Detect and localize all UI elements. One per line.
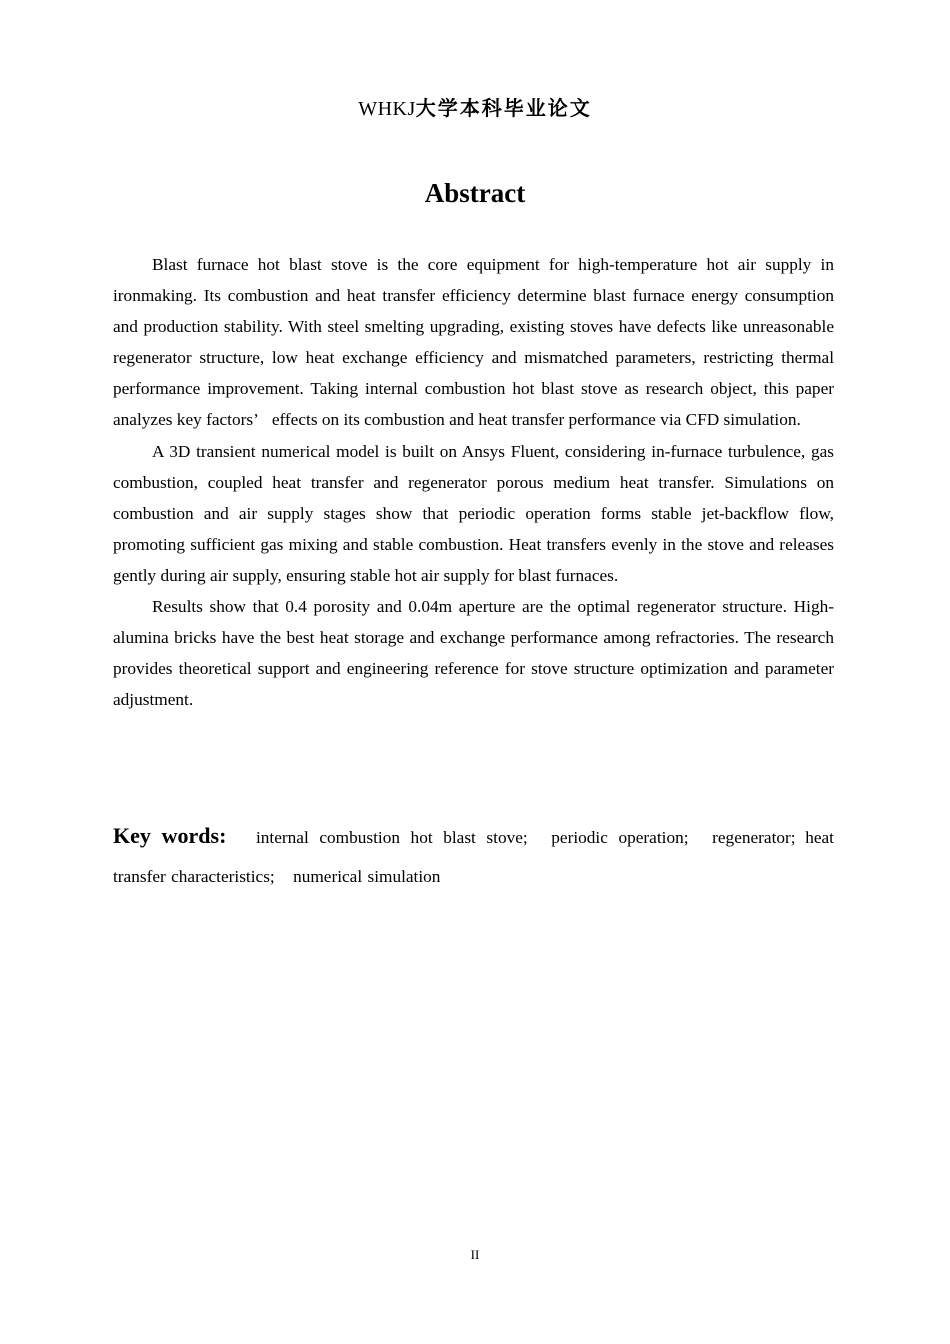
abstract-body — [113, 249, 834, 715]
keywords-label: Key words: — [113, 823, 227, 848]
abstract-paragraph-3: Results show that 0.4 porosity and 0.04m aperture are the optimal regenerator structure. High-alumina bricks have the best heat storage and exchange performance among refractories. The research provides theoretical support and engineering reference for stove structure optimization and parameter adjustment. — [113, 597, 834, 710]
header-thesis-type: 大学本科毕业论文 — [415, 96, 592, 120]
page-number: II — [470, 1247, 480, 1262]
keyword-item: regenerator; — [712, 828, 796, 847]
keyword-item: numerical simulation — [293, 867, 441, 886]
keyword-item: heat transfer characteristics; — [113, 828, 834, 886]
header-school-code: WHKJ — [358, 98, 416, 120]
keyword-item: internal combustion hot blast stove; — [255, 828, 528, 847]
abstract-paragraph-2: A 3D transient numerical model is built on Ansys Fluent, considering in-furnace turbulence, gas combustion, coupled heat transfer and regenerator porous medium heat transfer. Simulations on combustion and air supply stages show that periodic operation forms stable jet-backflow flow, promoting sufficient gas mixing and stable combustion. Heat transfers evenly in the stove and releases gently during air supply, ensuring stable hot air supply for blast furnaces. — [113, 441, 834, 585]
keyword-item: periodic operation; — [551, 828, 689, 847]
abstract-paragraph-1: Blast furnace hot blast stove is the core equipment for high-temperature hot air supply in ironmaking. Its combustion and heat transfer efficiency determine blast furnace energy consumption and production stability. With steel smelting upgrading, existing stoves have defects like unreasonable regenerator structure, low heat exchange efficiency and mismatched parameters, restricting thermal performance improvement. Taking internal combustion hot blast stove as research object, this paper analyzes key factors’ effects on its combustion and heat transfer performance via CFD simulation. — [113, 255, 834, 430]
running-header — [0, 96, 950, 121]
keywords-block — [113, 816, 834, 896]
abstract-title: Abstract — [424, 178, 526, 208]
